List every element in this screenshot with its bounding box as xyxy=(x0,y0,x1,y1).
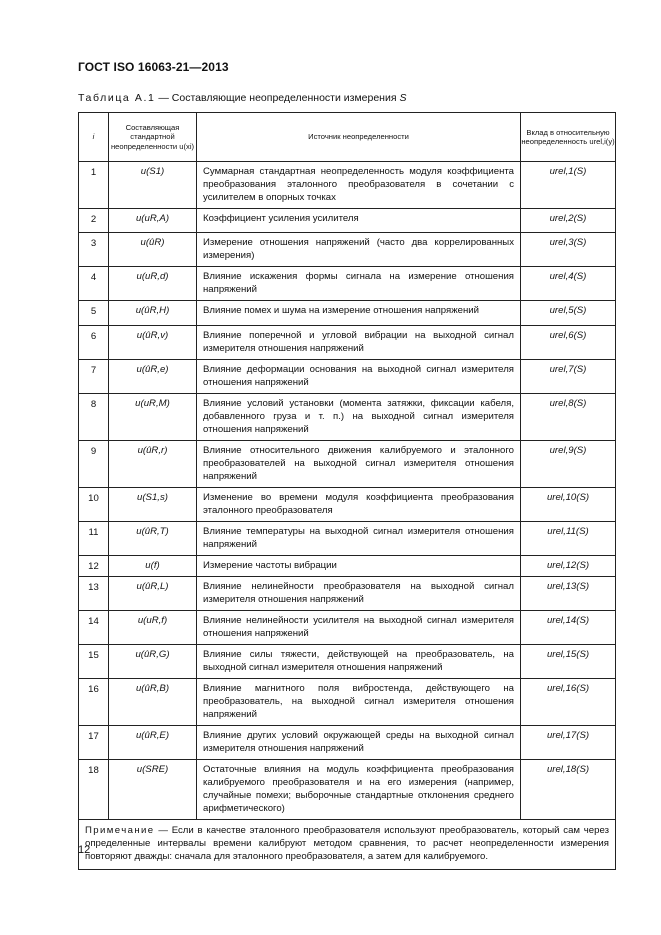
table-caption-dash: — xyxy=(155,92,172,104)
row-contribution: urel,2(S) xyxy=(521,209,616,233)
row-component: u(f) xyxy=(109,556,197,577)
table-row xyxy=(79,488,616,522)
row-contribution: urel,6(S) xyxy=(521,326,616,360)
table-header-row xyxy=(79,113,616,162)
row-component: u(uR,M) xyxy=(109,394,197,441)
row-source: Влияние магнитного поля вибростенда, действующего на преобразователь, на выходной сигнал измерителя отношения напряжений xyxy=(197,679,521,726)
row-contribution: urel,12(S) xyxy=(521,556,616,577)
table-row xyxy=(79,267,616,301)
note-text: — Если в качестве эталонного преобразователя используют преобразователь, который сам через определенные интервалы времени калибруют методом сравнения, то расчет неопределенности измерения повторяют дважды: сначала для эталонного преобразователя, а затем для калибруемого. xyxy=(85,825,609,862)
row-contribution: urel,1(S) xyxy=(521,162,616,209)
row-contribution: urel,3(S) xyxy=(521,233,616,267)
row-component: u(S1,s) xyxy=(109,488,197,522)
row-source: Влияние других условий окружающей среды на выходной сигнал измерителя отношения напряжений xyxy=(197,726,521,760)
row-contribution: urel,10(S) xyxy=(521,488,616,522)
table-row xyxy=(79,556,616,577)
table-caption-symbol: S xyxy=(399,92,407,104)
row-contribution: urel,16(S) xyxy=(521,679,616,726)
row-contribution: urel,8(S) xyxy=(521,394,616,441)
row-component: u(ûR,L) xyxy=(109,577,197,611)
table-caption-text: Составляющие неопределенности измерения xyxy=(171,92,400,104)
row-source: Изменение во времени модуля коэффициента преобразования эталонного преобразователя xyxy=(197,488,521,522)
table-note xyxy=(79,820,616,870)
row-source: Влияние нелинейности усилителя на выходной сигнал измерителя отношения напряжений xyxy=(197,611,521,645)
row-index: 16 xyxy=(79,679,109,726)
row-index: 10 xyxy=(79,488,109,522)
row-index: 13 xyxy=(79,577,109,611)
row-contribution: urel,15(S) xyxy=(521,645,616,679)
row-index: 12 xyxy=(79,556,109,577)
row-source: Влияние поперечной и угловой вибрации на выходной сигнал измерителя отношения напряжений xyxy=(197,326,521,360)
table-row xyxy=(79,577,616,611)
table-caption-label: Таблица А.1 xyxy=(78,92,156,104)
table-row xyxy=(79,726,616,760)
table-row xyxy=(79,679,616,726)
row-index: 4 xyxy=(79,267,109,301)
row-contribution: urel,7(S) xyxy=(521,360,616,394)
row-component: u(uR,d) xyxy=(109,267,197,301)
note-label: Примечание xyxy=(85,825,155,836)
row-component: u(ûR,E) xyxy=(109,726,197,760)
row-component: u(ûR,v) xyxy=(109,326,197,360)
row-component: u(ûR,G) xyxy=(109,645,197,679)
row-source: Остаточные влияния на модуль коэффициента преобразования калибруемого преобразователя и на его измерения (например, случайные помехи; выборочные стандартные отклонения среднего арифметического) xyxy=(197,760,521,820)
row-contribution: urel,14(S) xyxy=(521,611,616,645)
row-source: Влияние условий установки (момента затяжки, фиксации кабеля, добавленного груза и т. п.) на выходной сигнал измерителя отношения напряжений xyxy=(197,394,521,441)
row-component: u(ûR,T) xyxy=(109,522,197,556)
row-component: u(ûR) xyxy=(109,233,197,267)
row-contribution: urel,13(S) xyxy=(521,577,616,611)
row-source: Влияние искажения формы сигнала на измерение отношения напряжений xyxy=(197,267,521,301)
row-contribution: urel,9(S) xyxy=(521,441,616,488)
row-index: 18 xyxy=(79,760,109,820)
table-note-row xyxy=(79,820,616,870)
row-source: Влияние силы тяжести, действующей на преобразователь, на выходной сигнал измерителя отношения напряжений xyxy=(197,645,521,679)
row-component: u(ûR,H) xyxy=(109,301,197,326)
column-header-index: i xyxy=(79,113,109,162)
row-index: 9 xyxy=(79,441,109,488)
table-row xyxy=(79,522,616,556)
row-index: 17 xyxy=(79,726,109,760)
row-index: 2 xyxy=(79,209,109,233)
table-row xyxy=(79,611,616,645)
row-index: 5 xyxy=(79,301,109,326)
page-number: 12 xyxy=(78,844,91,856)
row-index: 8 xyxy=(79,394,109,441)
table-caption xyxy=(78,92,406,104)
row-index: 7 xyxy=(79,360,109,394)
table-row xyxy=(79,360,616,394)
row-contribution: urel,11(S) xyxy=(521,522,616,556)
row-source: Коэффициент усиления усилителя xyxy=(197,209,521,233)
row-contribution: urel,4(S) xyxy=(521,267,616,301)
row-component: u(uR,A) xyxy=(109,209,197,233)
row-component: u(ûR,e) xyxy=(109,360,197,394)
row-component: u(uR,f) xyxy=(109,611,197,645)
row-source: Влияние деформации основания на выходной сигнал измерителя отношения напряжений xyxy=(197,360,521,394)
row-source: Влияние нелинейности преобразователя на выходной сигнал измерителя отношения напряжений xyxy=(197,577,521,611)
row-index: 6 xyxy=(79,326,109,360)
row-component: u(S1) xyxy=(109,162,197,209)
row-source: Влияние температуры на выходной сигнал измерителя отношения напряжений xyxy=(197,522,521,556)
row-component: u(ûR,r) xyxy=(109,441,197,488)
uncertainty-table xyxy=(78,112,616,870)
table-row xyxy=(79,209,616,233)
column-header-contribution: Вклад в относительную неопределенность urel,i(y) xyxy=(521,113,616,162)
table-row xyxy=(79,326,616,360)
table-row xyxy=(79,233,616,267)
row-contribution: urel,17(S) xyxy=(521,726,616,760)
table-row xyxy=(79,760,616,820)
row-source: Влияние помех и шума на измерение отношения напряжений xyxy=(197,301,521,326)
column-header-component: Составляющая стандартной неопределенности u(xi) xyxy=(109,113,197,162)
table-row xyxy=(79,162,616,209)
row-component: u(ûR,B) xyxy=(109,679,197,726)
row-index: 14 xyxy=(79,611,109,645)
row-source: Измерение частоты вибрации xyxy=(197,556,521,577)
row-source: Влияние относительного движения калибруемого и эталонного преобразователей на выходной сигнал измерителя отношения напряжений xyxy=(197,441,521,488)
row-contribution: urel,5(S) xyxy=(521,301,616,326)
row-index: 11 xyxy=(79,522,109,556)
table-row xyxy=(79,645,616,679)
row-index: 3 xyxy=(79,233,109,267)
table-row xyxy=(79,301,616,326)
row-component: u(SRE) xyxy=(109,760,197,820)
row-index: 15 xyxy=(79,645,109,679)
row-source: Суммарная стандартная неопределенность модуля коэффициента преобразования эталонного преобразователя в сочетании с усилителем в опорных точках xyxy=(197,162,521,209)
table-body xyxy=(79,162,616,820)
document-header: ГОСТ ISO 16063-21—2013 xyxy=(78,60,229,74)
row-source: Измерение отношения напряжений (часто два коррелированных измерения) xyxy=(197,233,521,267)
table-row xyxy=(79,441,616,488)
row-index: 1 xyxy=(79,162,109,209)
column-header-source: Источник неопределенности xyxy=(197,113,521,162)
row-contribution: urel,18(S) xyxy=(521,760,616,820)
table-row xyxy=(79,394,616,441)
